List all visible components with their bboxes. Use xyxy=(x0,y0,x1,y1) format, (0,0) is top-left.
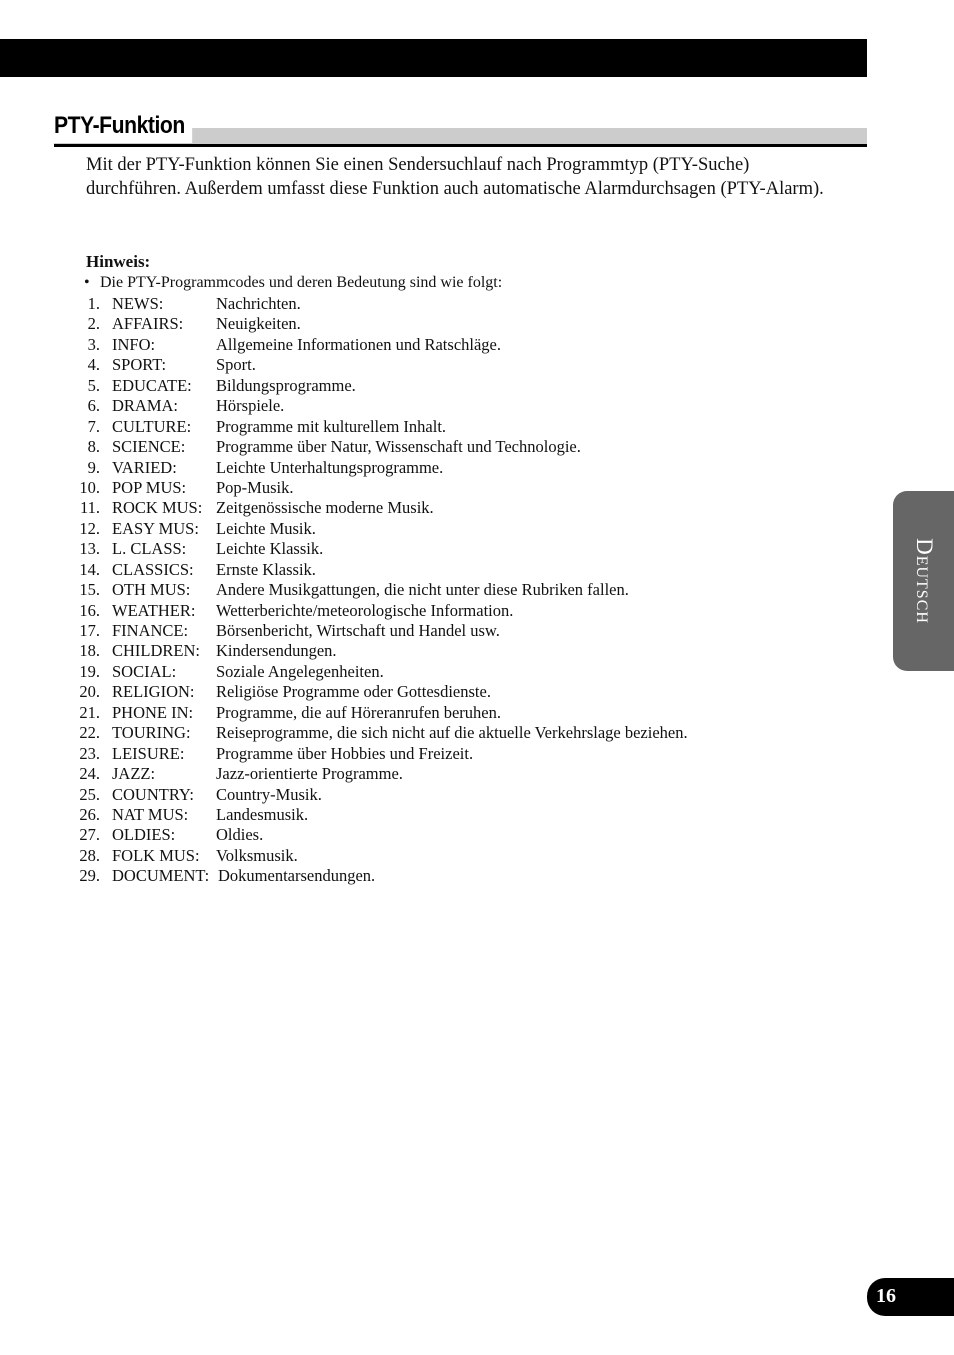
code-number: 10. xyxy=(79,477,100,497)
code-abbreviation: DOCUMENT: xyxy=(112,866,210,886)
note-bullet xyxy=(84,273,502,293)
code-meaning: Hörspiele. xyxy=(216,396,285,416)
code-number: 29. xyxy=(79,866,100,886)
list-item xyxy=(70,601,830,621)
title-rule xyxy=(54,144,867,147)
code-meaning: Country-Musik. xyxy=(216,784,322,804)
code-number: 22. xyxy=(79,723,100,743)
code-number: 8. xyxy=(87,437,100,457)
pty-code-list xyxy=(70,294,830,887)
list-item xyxy=(70,314,830,334)
code-number: 13. xyxy=(79,539,100,559)
code-meaning: Programme über Hobbies und Freizeit. xyxy=(216,743,474,763)
list-item xyxy=(70,335,830,355)
code-abbreviation: RELIGION: xyxy=(112,682,195,702)
code-meaning: Oldies. xyxy=(216,825,264,845)
code-abbreviation: ROCK MUS: xyxy=(112,498,203,518)
list-item xyxy=(70,417,830,437)
code-meaning: Programme mit kulturellem Inhalt. xyxy=(216,416,447,436)
list-item xyxy=(70,703,830,723)
code-meaning: Kindersendungen. xyxy=(216,641,337,661)
list-item xyxy=(70,764,830,784)
code-meaning: Leichte Unterhaltungsprogramme. xyxy=(216,457,444,477)
code-abbreviation: CHILDREN: xyxy=(112,641,200,661)
language-tab xyxy=(893,491,954,671)
list-item xyxy=(70,641,830,661)
code-abbreviation: LEISURE: xyxy=(112,743,185,763)
code-abbreviation: FOLK MUS: xyxy=(112,845,200,865)
code-meaning: Programme, die auf Höreranrufen beruhen. xyxy=(216,702,501,722)
code-number: 15. xyxy=(79,580,100,600)
note-bullet-text: Die PTY-Programmcodes und deren Bedeutung sind wie folgt: xyxy=(100,274,503,291)
list-item xyxy=(70,355,830,375)
list-item xyxy=(70,846,830,866)
list-item xyxy=(70,478,830,498)
code-meaning: Andere Musikgattungen, die nicht unter diese Rubriken fallen. xyxy=(216,580,629,600)
list-item xyxy=(70,785,830,805)
list-item xyxy=(70,805,830,825)
code-number: 18. xyxy=(79,641,100,661)
code-meaning: Wetterberichte/meteorologische Information. xyxy=(216,600,514,620)
code-number: 12. xyxy=(79,518,100,538)
code-abbreviation: COUNTRY: xyxy=(112,784,194,804)
code-meaning: Bildungsprogramme. xyxy=(216,375,356,395)
section-title: PTY-Funktion xyxy=(54,109,192,143)
list-item xyxy=(70,539,830,559)
code-abbreviation: OLDIES: xyxy=(112,825,176,845)
code-abbreviation: FINANCE: xyxy=(112,621,189,640)
code-meaning: Religiöse Programme oder Gottesdienste. xyxy=(216,682,491,702)
code-meaning: Landesmusik. xyxy=(216,804,309,824)
code-meaning: Volksmusik. xyxy=(216,845,298,865)
code-abbreviation: EDUCATE: xyxy=(112,375,192,395)
code-abbreviation: WEATHER: xyxy=(112,600,196,620)
list-item xyxy=(70,437,830,457)
code-meaning: Nachrichten. xyxy=(216,294,301,313)
code-number: 24. xyxy=(79,764,100,784)
code-number: 25. xyxy=(79,784,100,804)
code-number: 14. xyxy=(79,559,100,579)
code-abbreviation: SCIENCE: xyxy=(112,437,186,457)
list-item xyxy=(70,376,830,396)
code-number: 21. xyxy=(79,702,100,722)
code-number: 5. xyxy=(87,375,100,395)
intro-paragraph: Mit der PTY-Funktion können Sie einen Sendersuchlauf nach Programmtyp (PTY-Suche) durchführen. Außerdem umfasst diese Funktion auch automatische Alarmdurchsagen (PTY-Alarm). xyxy=(86,155,824,199)
code-abbreviation: POP MUS: xyxy=(112,477,187,497)
code-meaning: Zeitgenössische moderne Musik. xyxy=(216,498,434,518)
code-number: 6. xyxy=(87,396,100,416)
list-item xyxy=(70,744,830,764)
code-number: 3. xyxy=(87,334,100,354)
code-number: 1. xyxy=(87,294,100,313)
code-abbreviation: CLASSICS: xyxy=(112,559,194,579)
code-meaning: Ernste Klassik. xyxy=(216,559,316,579)
list-item xyxy=(70,621,830,641)
code-abbreviation: VARIED: xyxy=(112,457,177,477)
code-number: 11. xyxy=(79,498,100,518)
list-item xyxy=(70,498,830,518)
code-abbreviation: SOCIAL: xyxy=(112,661,177,681)
code-abbreviation: AFFAIRS: xyxy=(112,314,184,334)
list-item xyxy=(70,662,830,682)
list-item xyxy=(70,294,830,314)
code-abbreviation: EASY MUS: xyxy=(112,518,199,538)
code-abbreviation: SPORT: xyxy=(112,355,167,375)
code-abbreviation: OTH MUS: xyxy=(112,580,191,600)
code-meaning: Pop-Musik. xyxy=(216,477,294,497)
code-abbreviation: NEWS: xyxy=(112,294,164,313)
code-number: 17. xyxy=(79,621,100,640)
code-number: 16. xyxy=(79,600,100,620)
code-number: 26. xyxy=(79,804,100,824)
code-meaning: Reiseprogramme, die sich nicht auf die aktuelle Verkehrslage beziehen. xyxy=(216,723,688,743)
code-number: 28. xyxy=(79,845,100,865)
code-meaning: Leichte Klassik. xyxy=(216,539,324,559)
code-number: 7. xyxy=(87,416,100,436)
code-meaning: Allgemeine Informationen und Ratschläge. xyxy=(216,334,501,354)
bullet-icon: • xyxy=(84,274,90,291)
header-bar xyxy=(0,39,867,77)
code-abbreviation: L. CLASS: xyxy=(112,539,187,559)
code-meaning: Leichte Musik. xyxy=(216,518,316,538)
code-abbreviation: PHONE IN: xyxy=(112,702,194,722)
list-item xyxy=(70,519,830,539)
code-meaning: Soziale Angelegenheiten. xyxy=(216,661,384,681)
list-item xyxy=(70,396,830,416)
list-item xyxy=(70,580,830,600)
list-item xyxy=(70,825,830,845)
code-abbreviation: DRAMA: xyxy=(112,396,179,416)
code-number: 19. xyxy=(79,661,100,681)
code-abbreviation: CULTURE: xyxy=(112,416,192,436)
code-meaning: Neuigkeiten. xyxy=(216,314,301,334)
page-number-tab xyxy=(867,1278,954,1316)
code-number: 4. xyxy=(87,355,100,375)
list-item xyxy=(70,560,830,580)
code-number: 20. xyxy=(79,682,100,702)
code-meaning: Programme über Natur, Wissenschaft und Technologie. xyxy=(216,437,581,457)
list-item xyxy=(70,682,830,702)
list-item xyxy=(70,866,830,886)
code-meaning: Sport. xyxy=(216,355,256,375)
language-tab-label: Deutsch xyxy=(911,538,937,624)
list-item xyxy=(70,723,830,743)
page-number: 16 xyxy=(876,1285,896,1307)
code-number: 23. xyxy=(79,743,100,763)
code-number: 9. xyxy=(87,457,100,477)
list-item xyxy=(70,458,830,478)
code-meaning: Jazz-orientierte Programme. xyxy=(216,764,403,784)
code-abbreviation: INFO: xyxy=(112,334,156,354)
code-number: 2. xyxy=(87,314,100,334)
code-abbreviation: NAT MUS: xyxy=(112,804,189,824)
code-abbreviation: JAZZ: xyxy=(112,764,156,784)
code-meaning: Börsenbericht, Wirtschaft und Handel usw. xyxy=(216,621,500,640)
code-abbreviation: TOURING: xyxy=(112,723,191,743)
code-meaning: Dokumentarsendungen. xyxy=(218,866,376,886)
note-heading: Hinweis: xyxy=(86,252,151,271)
code-number: 27. xyxy=(79,825,100,845)
